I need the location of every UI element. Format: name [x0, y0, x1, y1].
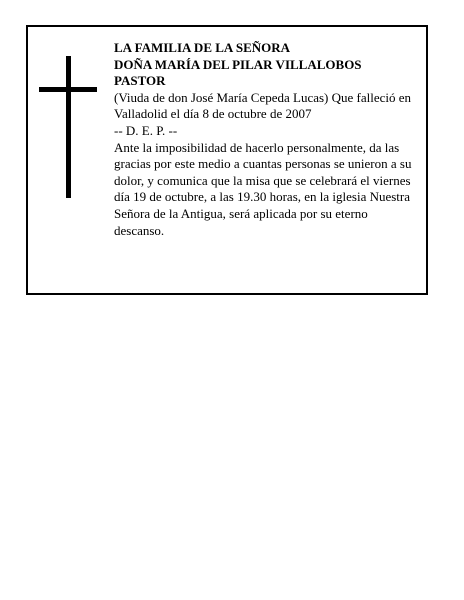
- subtitle: (Viuda de don José María Cepeda Lucas) Que falleció en Valladolid el día 8 de octubre de 2007: [114, 89, 412, 122]
- heading-line-2: DOÑA MARÍA DEL PILAR VILLALOBOS: [114, 56, 362, 72]
- cross-horizontal-bar: [39, 87, 97, 92]
- cross-icon: [39, 56, 97, 198]
- heading-line-3: PASTOR: [114, 73, 166, 89]
- notice-text: [114, 40, 419, 239]
- rip-line: -- D. E. P. --: [114, 122, 178, 138]
- obituary-notice: [26, 25, 428, 295]
- cross-vertical-bar: [66, 56, 71, 198]
- body-text: Ante la imposibilidad de hacerlo personalmente, da las gracias por este medio a cuantas personas se unieron a su dolor, y comunica que la misa que se celebrará el viernes día 19 de octubre, a las 19.30 horas, en la iglesia Nuestra Señora de la Antigua, será aplicada por su eterno descanso.: [114, 139, 412, 238]
- heading-line-1: LA FAMILIA DE LA SEÑORA: [114, 40, 291, 55]
